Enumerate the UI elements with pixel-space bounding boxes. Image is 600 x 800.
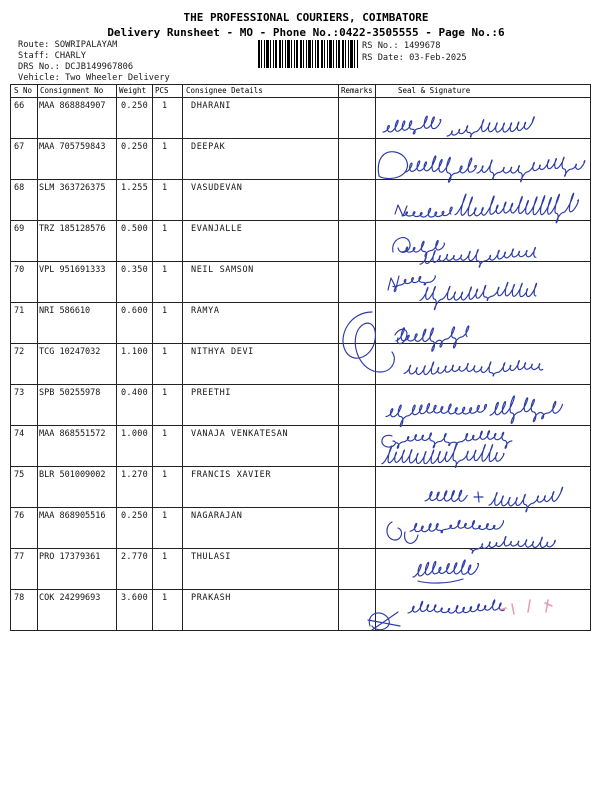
remarks-cell	[339, 590, 376, 631]
consignee-cell: DHARANI	[183, 98, 339, 139]
pcs-cell: 1	[153, 549, 183, 590]
sno-cell: 69	[11, 221, 38, 262]
consignment-no-cell: VPL 951691333	[38, 262, 117, 303]
consignee-cell: RAMYA	[183, 303, 339, 344]
signature-cell	[376, 139, 591, 180]
weight-cell: 0.500	[117, 221, 153, 262]
sno-cell: 72	[11, 344, 38, 385]
consignment-no-cell: TRZ 185128576	[38, 221, 117, 262]
consignment-no-cell: TCG 10247032	[38, 344, 117, 385]
remarks-cell	[339, 303, 376, 344]
signature-cell	[376, 262, 591, 303]
remarks-cell	[339, 549, 376, 590]
table-row	[11, 467, 591, 508]
sno-cell: 68	[11, 180, 38, 221]
pcs-cell: 1	[153, 344, 183, 385]
weight-cell: 3.600	[117, 590, 153, 631]
remarks-cell	[339, 344, 376, 385]
weight-cell: 1.000	[117, 426, 153, 467]
sno-cell: 74	[11, 426, 38, 467]
remarks-cell	[339, 98, 376, 139]
signature-cell	[376, 426, 591, 467]
table-row	[11, 303, 591, 344]
consignment-no-cell: COK 24299693	[38, 590, 117, 631]
signature-cell	[376, 590, 591, 631]
consignee-cell: NAGARAJAN	[183, 508, 339, 549]
consignee-cell: PRAKASH	[183, 590, 339, 631]
column-header-sno: S No	[11, 85, 38, 98]
table-row	[11, 221, 591, 262]
runsheet-heading: Delivery Runsheet - MO - Phone No.:0422-3505555 - Page No.:6	[107, 26, 505, 39]
table-row	[11, 98, 591, 139]
signature-cell	[376, 508, 591, 549]
company-title: THE PROFESSIONAL COURIERS, COIMBATORE	[183, 11, 429, 24]
table-row	[11, 508, 591, 549]
remarks-cell	[339, 139, 376, 180]
staff-label: Staff: CHARLY	[18, 51, 86, 61]
remarks-cell	[339, 426, 376, 467]
sno-cell: 73	[11, 385, 38, 426]
sno-cell: 70	[11, 262, 38, 303]
consignee-cell: VASUDEVAN	[183, 180, 339, 221]
consignment-no-cell: SPB 50255978	[38, 385, 117, 426]
consignee-cell: VANAJA VENKATESAN	[183, 426, 339, 467]
consignment-no-cell: NRI 586610	[38, 303, 117, 344]
consignment-no-cell: MAA 868551572	[38, 426, 117, 467]
signature-cell	[376, 303, 591, 344]
drs-number: DRS No.: DCJB149967806	[18, 62, 134, 72]
weight-cell: 0.600	[117, 303, 153, 344]
weight-cell: 1.270	[117, 467, 153, 508]
table-row	[11, 180, 591, 221]
table-row	[11, 262, 591, 303]
table-row	[11, 385, 591, 426]
signature-cell	[376, 549, 591, 590]
weight-cell: 0.350	[117, 262, 153, 303]
consignee-cell: THULASI	[183, 549, 339, 590]
pcs-cell: 1	[153, 590, 183, 631]
sno-cell: 71	[11, 303, 38, 344]
sno-cell: 66	[11, 98, 38, 139]
column-header-consignee: Consignee Details	[183, 85, 339, 98]
pcs-cell: 1	[153, 426, 183, 467]
consignee-cell: NEIL SAMSON	[183, 262, 339, 303]
column-header-remarks: Remarks	[339, 85, 376, 98]
consignment-no-cell: MAA 868905516	[38, 508, 117, 549]
rs-number: RS No.: 1499678	[362, 41, 441, 51]
consignment-no-cell: MAA 868884907	[38, 98, 117, 139]
remarks-cell	[339, 221, 376, 262]
sno-cell: 75	[11, 467, 38, 508]
runsheet-table	[10, 84, 591, 631]
consignee-cell: FRANCIS XAVIER	[183, 467, 339, 508]
consignee-cell: PREETHI	[183, 385, 339, 426]
table-row	[11, 549, 591, 590]
consignee-cell: NITHYA DEVI	[183, 344, 339, 385]
pcs-cell: 1	[153, 303, 183, 344]
table-row	[11, 344, 591, 385]
vehicle-label: Vehicle: Two Wheeler Delivery	[18, 73, 170, 83]
sno-cell: 67	[11, 139, 38, 180]
pcs-cell: 1	[153, 467, 183, 508]
sno-cell: 78	[11, 590, 38, 631]
column-header-consignment-no: Consignment No	[38, 85, 117, 98]
remarks-cell	[339, 262, 376, 303]
signature-cell	[376, 467, 591, 508]
sno-cell: 76	[11, 508, 38, 549]
weight-cell: 0.250	[117, 139, 153, 180]
weight-cell: 2.770	[117, 549, 153, 590]
consignment-no-cell: SLM 363726375	[38, 180, 117, 221]
remarks-cell	[339, 180, 376, 221]
weight-cell: 1.100	[117, 344, 153, 385]
signature-cell	[376, 344, 591, 385]
signature-cell	[376, 221, 591, 262]
remarks-cell	[339, 385, 376, 426]
remarks-cell	[339, 508, 376, 549]
pcs-cell: 1	[153, 180, 183, 221]
column-header-signature: Seal & Signature	[376, 85, 591, 98]
consignee-cell: EVANJALLE	[183, 221, 339, 262]
consignment-no-cell: BLR 501009002	[38, 467, 117, 508]
remarks-cell	[339, 467, 376, 508]
rs-date: RS Date: 03-Feb-2025	[362, 53, 467, 63]
column-header-pcs: PCS	[153, 85, 183, 98]
signature-cell	[376, 385, 591, 426]
weight-cell: 0.400	[117, 385, 153, 426]
consignment-no-cell: PRO 17379361	[38, 549, 117, 590]
pcs-cell: 1	[153, 139, 183, 180]
table-row	[11, 426, 591, 467]
table-header-row	[11, 85, 591, 98]
barcode	[258, 40, 358, 68]
pcs-cell: 1	[153, 385, 183, 426]
signature-cell	[376, 180, 591, 221]
weight-cell: 1.255	[117, 180, 153, 221]
column-header-weight: Weight	[117, 85, 153, 98]
weight-cell: 0.250	[117, 508, 153, 549]
sno-cell: 77	[11, 549, 38, 590]
table-body	[11, 98, 591, 631]
signature-cell	[376, 98, 591, 139]
route-label: Route: SOWRIPALAYAM	[18, 40, 118, 50]
table-row	[11, 139, 591, 180]
pcs-cell: 1	[153, 508, 183, 549]
pcs-cell: 1	[153, 262, 183, 303]
consignee-cell: DEEPAK	[183, 139, 339, 180]
weight-cell: 0.250	[117, 98, 153, 139]
table-row	[11, 590, 591, 631]
consignment-no-cell: MAA 705759843	[38, 139, 117, 180]
pcs-cell: 1	[153, 221, 183, 262]
pcs-cell: 1	[153, 98, 183, 139]
